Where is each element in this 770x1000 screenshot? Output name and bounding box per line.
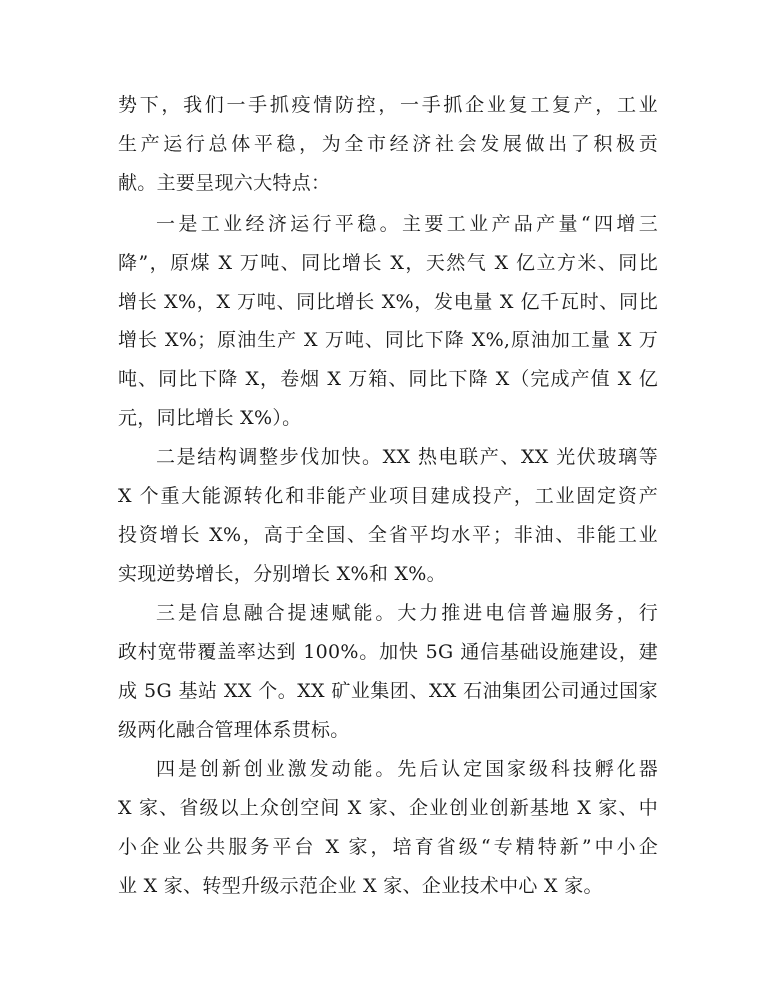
text-line: 降”，原煤 X 万吨、同比增长 X，天然气 X 亿立方米、同比	[118, 252, 658, 274]
text-line: 生产运行总体平稳，为全市经济社会发展做出了积极贡	[118, 133, 658, 155]
paragraph-first-line: 二是结构调整步伐加快。XX 热电联产、XX 光伏玻璃等	[156, 446, 658, 468]
text-line: 吨、同比下降 X，卷烟 X 万箱、同比下降 X（完成产值 X 亿	[118, 368, 658, 390]
text-line: 增长 X%，X 万吨、同比增长 X%，发电量 X 亿千瓦时、同比	[118, 291, 658, 313]
text-line: 级两化融合管理体系贯标。	[118, 719, 350, 741]
text-line: 增长 X%；原油生产 X 万吨、同比下降 X%,原油加工量 X 万	[118, 329, 658, 351]
text-line: 小企业公共服务平台 X 家，培育省级“专精特新”中小企	[118, 836, 658, 858]
text-line: 投资增长 X%，高于全国、全省平均水平；非油、非能工业	[118, 524, 658, 546]
text-line: X 家、省级以上众创空间 X 家、企业创业创新基地 X 家、中	[118, 797, 658, 819]
text-line: 政村宽带覆盖率达到 100%。加快 5G 通信基础设施建设，建	[118, 641, 658, 663]
paragraph-first-line: 三是信息融合提速赋能。大力推进电信普遍服务，行	[156, 602, 658, 624]
paragraph-first-line: 一是工业经济运行平稳。主要工业产品产量“四增三	[156, 213, 658, 235]
text-line: 业 X 家、转型升级示范企业 X 家、企业技术中心 X 家。	[118, 875, 603, 897]
text-line: 献。主要呈现六大特点：	[118, 172, 331, 194]
text-line: 元，同比增长 X%）。	[118, 407, 302, 429]
paragraph-first-line: 四是创新创业激发动能。先后认定国家级科技孵化器	[156, 758, 658, 780]
text-line: 实现逆势增长，分别增长 X%和 X%。	[118, 563, 446, 585]
text-line: X 个重大能源转化和非能产业项目建成投产，工业固定资产	[118, 485, 658, 507]
text-line: 势下，我们一手抓疫情防控，一手抓企业复工复产，工业	[118, 94, 658, 116]
text-line: 成 5G 基站 XX 个。XX 矿业集团、XX 石油集团公司通过国家	[118, 680, 658, 702]
